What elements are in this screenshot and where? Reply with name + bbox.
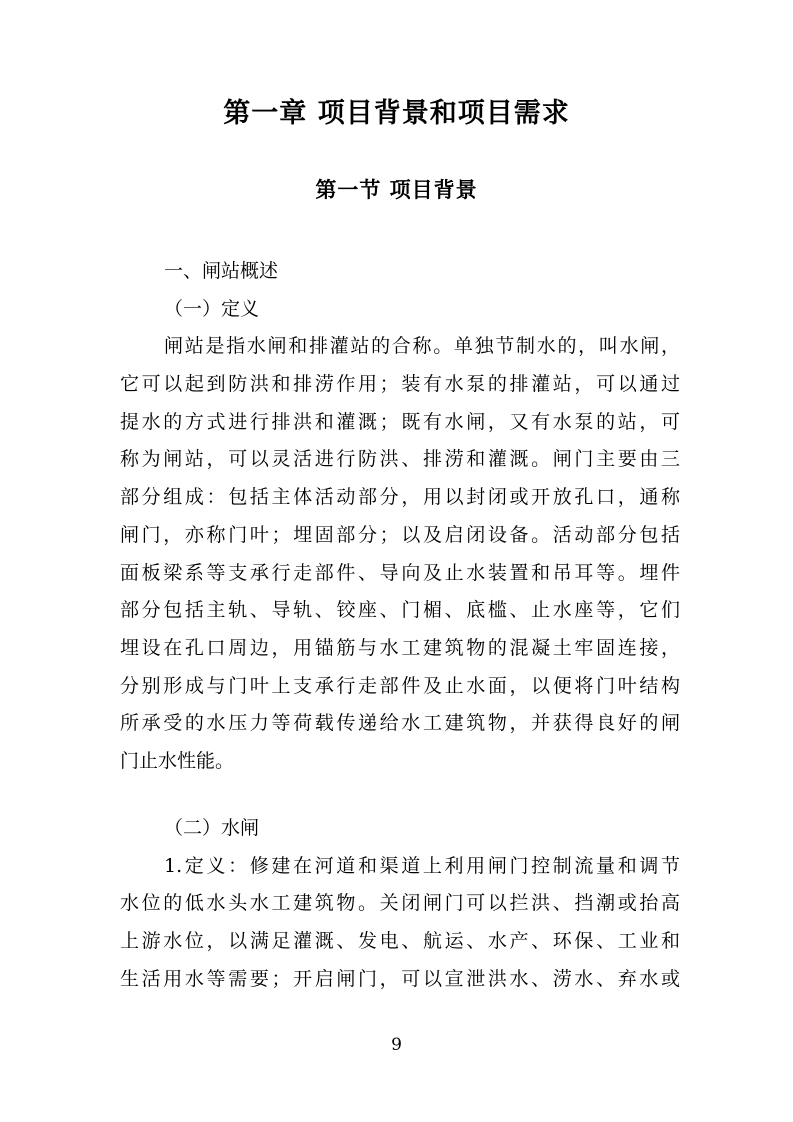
paragraph-line: 它可以起到防洪和排涝作用；装有水泵的排灌站，可以通过 [120, 373, 680, 396]
paragraph-line: 上游水位，以满足灌溉、发电、航运、水产、环保、工业和 [120, 930, 680, 953]
paragraph-line: 部分组成：包括主体活动部分，用以封闭或开放孔口，通称 [120, 486, 680, 509]
paragraph-line: 闸站是指水闸和排灌站的合称。单独节制水的，叫水闸， [164, 335, 680, 358]
page-number: 9 [391, 1035, 402, 1055]
chapter-title: 第一章 项目背景和项目需求 [223, 98, 570, 129]
paragraph-line: 埋设在孔口周边，用锚筋与水工建筑物的混凝土牢固连接， [120, 636, 680, 659]
section-title: 第一节 项目背景 [315, 177, 478, 202]
paragraph-line: 所承受的水压力等荷载传递给水工建筑物，并获得良好的闸 [120, 712, 680, 735]
paragraph-line: 称为闸站，可以灵活进行防洪、排涝和灌溉。闸门主要由三 [120, 448, 680, 471]
body-block-1 [120, 253, 680, 781]
heading-sluice: （二）水闸 [164, 817, 260, 839]
body-block-2 [120, 810, 680, 998]
paragraph-line: 闸门，亦称门叶；埋固部分；以及启闭设备。活动部分包括 [120, 523, 680, 546]
paragraph-line: 生活用水等需要；开启闸门，可以宣泄洪水、涝水、弃水或 [120, 967, 680, 990]
paragraph-line: 门止水性能。 [120, 749, 235, 772]
heading-overview: 一、闸站概述 [164, 260, 279, 282]
paragraph-line: 部分包括主轨、导轨、铰座、门楣、底槛、止水座等，它们 [120, 599, 680, 622]
paragraph-line: 提水的方式进行排洪和灌溉；既有水闸，又有水泵的站，可 [120, 410, 680, 433]
paragraph-line: 水位的低水头水工建筑物。关闭闸门可以拦洪、挡潮或抬高 [120, 892, 680, 915]
paragraph-line: 面板梁系等支承行走部件、导向及止水装置和吊耳等。埋件 [120, 561, 680, 584]
heading-definition: （一）定义 [164, 297, 260, 320]
paragraph-line: 分别形成与门叶上支承行走部件及止水面，以便将门叶结构 [120, 674, 680, 697]
paragraph-line: 1.定义：修建在河道和渠道上利用闸门控制流量和调节 [164, 854, 680, 877]
